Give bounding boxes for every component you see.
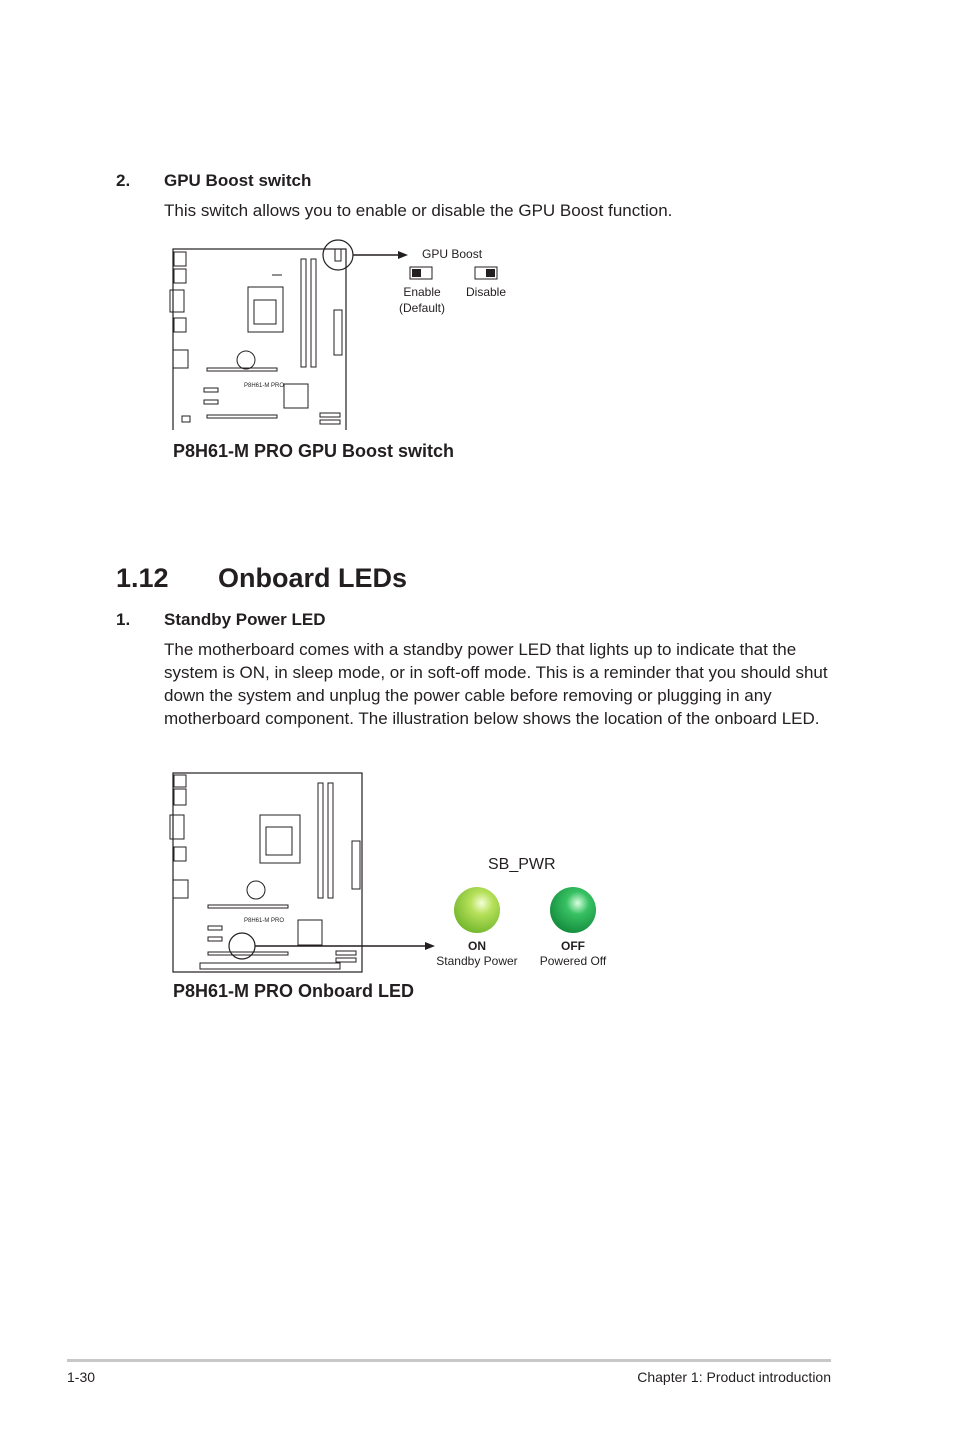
footer-rule	[67, 1359, 831, 1362]
item-heading: Standby Power LED	[164, 610, 326, 629]
enable-sub-label: (Default)	[398, 301, 445, 315]
led-off-label: OFF	[561, 939, 585, 953]
section-number: 1.12	[116, 563, 169, 593]
highlight-circle	[323, 240, 353, 270]
chapter-title: Chapter 1: Product introduction	[637, 1369, 831, 1385]
board-label: P8H61-M PRO	[243, 383, 285, 389]
enable-label: Enable	[403, 285, 441, 299]
item-number: 2.	[116, 171, 131, 190]
item-paragraph: The motherboard comes with a standby power LED that lights up to indicate that the system is ON, in sleep mode, or in soft-off mode. This is a reminder that you should shut down the system and unplug the power cable before removing or plugging in any motherboard component. The illustration below shows the location of the onboard LED.	[164, 640, 828, 728]
callout-title: GPU Boost	[422, 247, 483, 261]
board-label: P8H61-M PRO	[243, 918, 285, 924]
item-heading: GPU Boost switch	[164, 171, 312, 190]
item-description: This switch allows you to enable or disable the GPU Boost function.	[164, 201, 673, 220]
led-off-sub-label: Powered Off	[539, 954, 607, 968]
disable-label: Disable	[465, 285, 507, 299]
figure-caption: P8H61-M PRO Onboard LED	[173, 981, 415, 1001]
led-name: SB_PWR	[488, 856, 556, 873]
item-number: 1.	[116, 610, 131, 629]
page-number: 1-30	[67, 1369, 96, 1385]
led-on-icon	[454, 887, 500, 933]
section-title: Onboard LEDs	[218, 563, 408, 593]
led-on-label: ON	[468, 939, 486, 953]
led-off-icon	[550, 887, 596, 933]
figure-caption: P8H61-M PRO GPU Boost switch	[173, 441, 455, 461]
led-on-sub-label: Standby Power	[436, 954, 518, 968]
